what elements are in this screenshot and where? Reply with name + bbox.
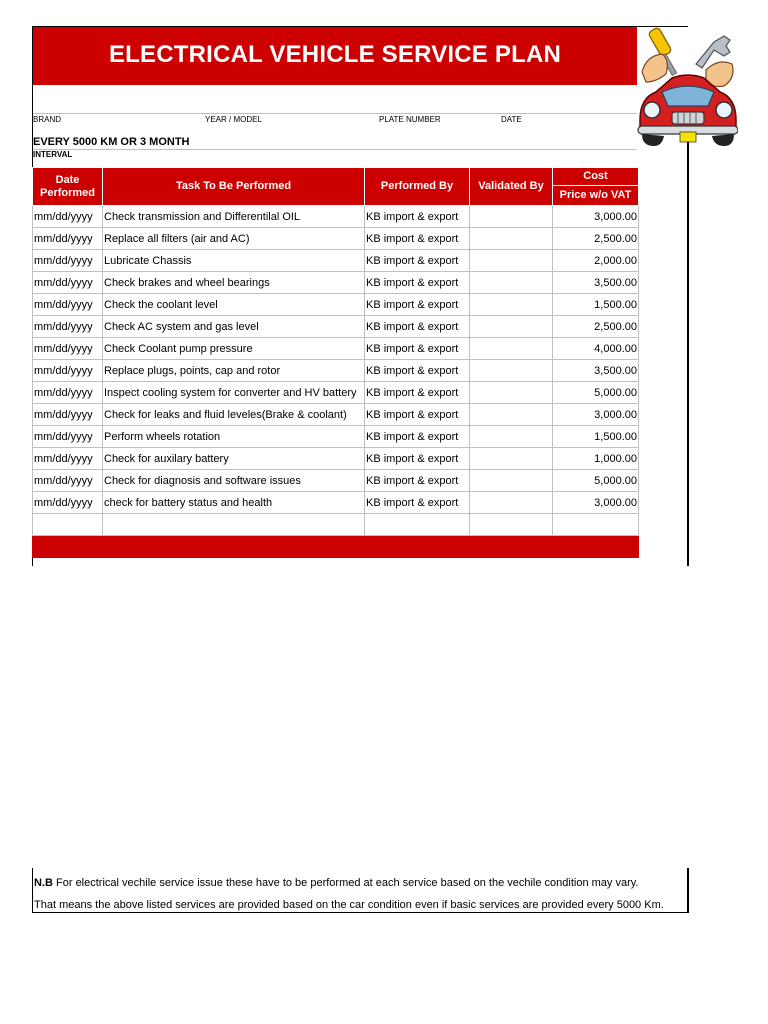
header-performed-by: Performed By — [365, 168, 470, 206]
performed-by-cell[interactable]: KB import & export — [365, 470, 470, 492]
performed-by-cell[interactable]: KB import & export — [365, 338, 470, 360]
note-line-1 — [34, 877, 639, 889]
date-cell[interactable]: mm/dd/yyyy — [33, 404, 103, 426]
validated-by-cell[interactable] — [470, 206, 553, 228]
interval-label: INTERVAL — [33, 150, 73, 159]
empty-entry-row — [33, 514, 639, 536]
task-cell[interactable]: Check for leaks and fluid leveles(Brake & coolant) — [103, 404, 365, 426]
header-cost: Cost — [553, 168, 639, 186]
date-cell[interactable]: mm/dd/yyyy — [33, 338, 103, 360]
task-cell[interactable]: Lubricate Chassis — [103, 250, 365, 272]
note-line-2: That means the above listed services are provided based on the car condition even if basic services are provided every 5000 Km. — [34, 899, 664, 911]
year-model-label: YEAR / MODEL — [205, 115, 262, 124]
empty-cell[interactable] — [365, 514, 470, 536]
validated-by-cell[interactable] — [470, 294, 553, 316]
service-tasks-table — [32, 167, 639, 558]
date-cell[interactable]: mm/dd/yyyy — [33, 492, 103, 514]
table-row — [33, 250, 639, 272]
price-cell[interactable]: 3,000.00 — [553, 206, 639, 228]
performed-by-cell[interactable]: KB import & export — [365, 250, 470, 272]
price-cell[interactable]: 2,500.00 — [553, 316, 639, 338]
footer-band-left — [33, 536, 553, 558]
performed-by-cell[interactable]: KB import & export — [365, 206, 470, 228]
empty-cell[interactable] — [470, 514, 553, 536]
price-cell[interactable]: 4,000.00 — [553, 338, 639, 360]
vehicle-info-entry-row[interactable] — [33, 84, 637, 114]
task-cell[interactable]: Check for auxilary battery — [103, 448, 365, 470]
table-row — [33, 404, 639, 426]
performed-by-cell[interactable]: KB import & export — [365, 492, 470, 514]
performed-by-cell[interactable]: KB import & export — [365, 360, 470, 382]
validated-by-cell[interactable] — [470, 426, 553, 448]
performed-by-cell[interactable]: KB import & export — [365, 316, 470, 338]
performed-by-cell[interactable]: KB import & export — [365, 382, 470, 404]
interval-title: EVERY 5000 KM OR 3 MONTH — [33, 136, 190, 148]
price-cell[interactable]: 2,500.00 — [553, 228, 639, 250]
table-row — [33, 382, 639, 404]
date-label: DATE — [501, 115, 522, 124]
date-cell[interactable]: mm/dd/yyyy — [33, 206, 103, 228]
validated-by-cell[interactable] — [470, 448, 553, 470]
task-cell[interactable]: Inspect cooling system for converter and HV battery — [103, 382, 365, 404]
footer-band-total — [553, 536, 639, 558]
price-cell[interactable]: 3,500.00 — [553, 272, 639, 294]
task-cell[interactable]: Perform wheels rotation — [103, 426, 365, 448]
table-row — [33, 360, 639, 382]
price-cell[interactable]: 3,000.00 — [553, 492, 639, 514]
header-price: Price w/o VAT — [553, 186, 639, 206]
date-cell[interactable]: mm/dd/yyyy — [33, 228, 103, 250]
empty-cell[interactable] — [33, 514, 103, 536]
validated-by-cell[interactable] — [470, 360, 553, 382]
empty-cell[interactable] — [553, 514, 639, 536]
price-cell[interactable]: 3,500.00 — [553, 360, 639, 382]
brand-label: BRAND — [33, 115, 62, 124]
note-prefix: N.B — [34, 877, 53, 889]
table-row — [33, 426, 639, 448]
validated-by-cell[interactable] — [470, 338, 553, 360]
table-row — [33, 470, 639, 492]
note-text-1: For electrical vechile service issue these have to be performed at each service based on the vechile condition may vary. — [52, 877, 639, 889]
task-cell[interactable]: Check for diagnosis and software issues — [103, 470, 365, 492]
performed-by-cell[interactable]: KB import & export — [365, 404, 470, 426]
validated-by-cell[interactable] — [470, 250, 553, 272]
task-cell[interactable]: Check Coolant pump pressure — [103, 338, 365, 360]
date-cell[interactable]: mm/dd/yyyy — [33, 426, 103, 448]
date-cell[interactable]: mm/dd/yyyy — [33, 272, 103, 294]
performed-by-cell[interactable]: KB import & export — [365, 294, 470, 316]
validated-by-cell[interactable] — [470, 316, 553, 338]
task-cell[interactable]: Check AC system and gas level — [103, 316, 365, 338]
price-cell[interactable]: 1,500.00 — [553, 426, 639, 448]
date-cell[interactable]: mm/dd/yyyy — [33, 360, 103, 382]
price-cell[interactable]: 5,000.00 — [553, 470, 639, 492]
right-border — [687, 140, 689, 566]
plate-number-label: PLATE NUMBER — [379, 115, 441, 124]
table-row — [33, 228, 639, 250]
validated-by-cell[interactable] — [470, 492, 553, 514]
task-cell[interactable]: Check the coolant level — [103, 294, 365, 316]
table-row — [33, 272, 639, 294]
table-row — [33, 206, 639, 228]
price-cell[interactable]: 1,000.00 — [553, 448, 639, 470]
validated-by-cell[interactable] — [470, 228, 553, 250]
table-row — [33, 294, 639, 316]
performed-by-cell[interactable]: KB import & export — [365, 448, 470, 470]
task-cell[interactable]: check for battery status and health — [103, 492, 365, 514]
date-cell[interactable]: mm/dd/yyyy — [33, 448, 103, 470]
validated-by-cell[interactable] — [470, 470, 553, 492]
table-row — [33, 448, 639, 470]
performed-by-cell[interactable]: KB import & export — [365, 228, 470, 250]
task-cell[interactable]: Check transmission and Differentilal OIL — [103, 206, 365, 228]
price-cell[interactable]: 5,000.00 — [553, 382, 639, 404]
header-task: Task To Be Performed — [103, 168, 365, 206]
note-box — [32, 868, 689, 913]
price-cell[interactable]: 3,000.00 — [553, 404, 639, 426]
date-cell[interactable]: mm/dd/yyyy — [33, 316, 103, 338]
mechanic-car-cartoon-icon — [636, 26, 738, 150]
table-row — [33, 316, 639, 338]
interval-divider — [33, 149, 637, 150]
date-cell[interactable]: mm/dd/yyyy — [33, 382, 103, 404]
table-footer-band — [33, 536, 639, 558]
task-cell[interactable]: Check brakes and wheel bearings — [103, 272, 365, 294]
price-cell[interactable]: 2,000.00 — [553, 250, 639, 272]
table-row — [33, 492, 639, 514]
header-date-performed: Date Performed — [33, 168, 103, 206]
performed-by-cell[interactable]: KB import & export — [365, 272, 470, 294]
empty-cell[interactable] — [103, 514, 365, 536]
validated-by-cell[interactable] — [470, 272, 553, 294]
performed-by-cell[interactable]: KB import & export — [365, 426, 470, 448]
task-cell[interactable]: Replace all filters (air and AC) — [103, 228, 365, 250]
date-cell[interactable]: mm/dd/yyyy — [33, 294, 103, 316]
task-cell[interactable]: Replace plugs, points, cap and rotor — [103, 360, 365, 382]
header-validated-by: Validated By — [470, 168, 553, 206]
date-cell[interactable]: mm/dd/yyyy — [33, 470, 103, 492]
date-cell[interactable]: mm/dd/yyyy — [33, 250, 103, 272]
price-cell[interactable]: 1,500.00 — [553, 294, 639, 316]
page-title: ELECTRICAL VEHICLE SERVICE PLAN — [108, 41, 562, 68]
title-banner — [32, 26, 637, 85]
validated-by-cell[interactable] — [470, 382, 553, 404]
table-row — [33, 338, 639, 360]
validated-by-cell[interactable] — [470, 404, 553, 426]
